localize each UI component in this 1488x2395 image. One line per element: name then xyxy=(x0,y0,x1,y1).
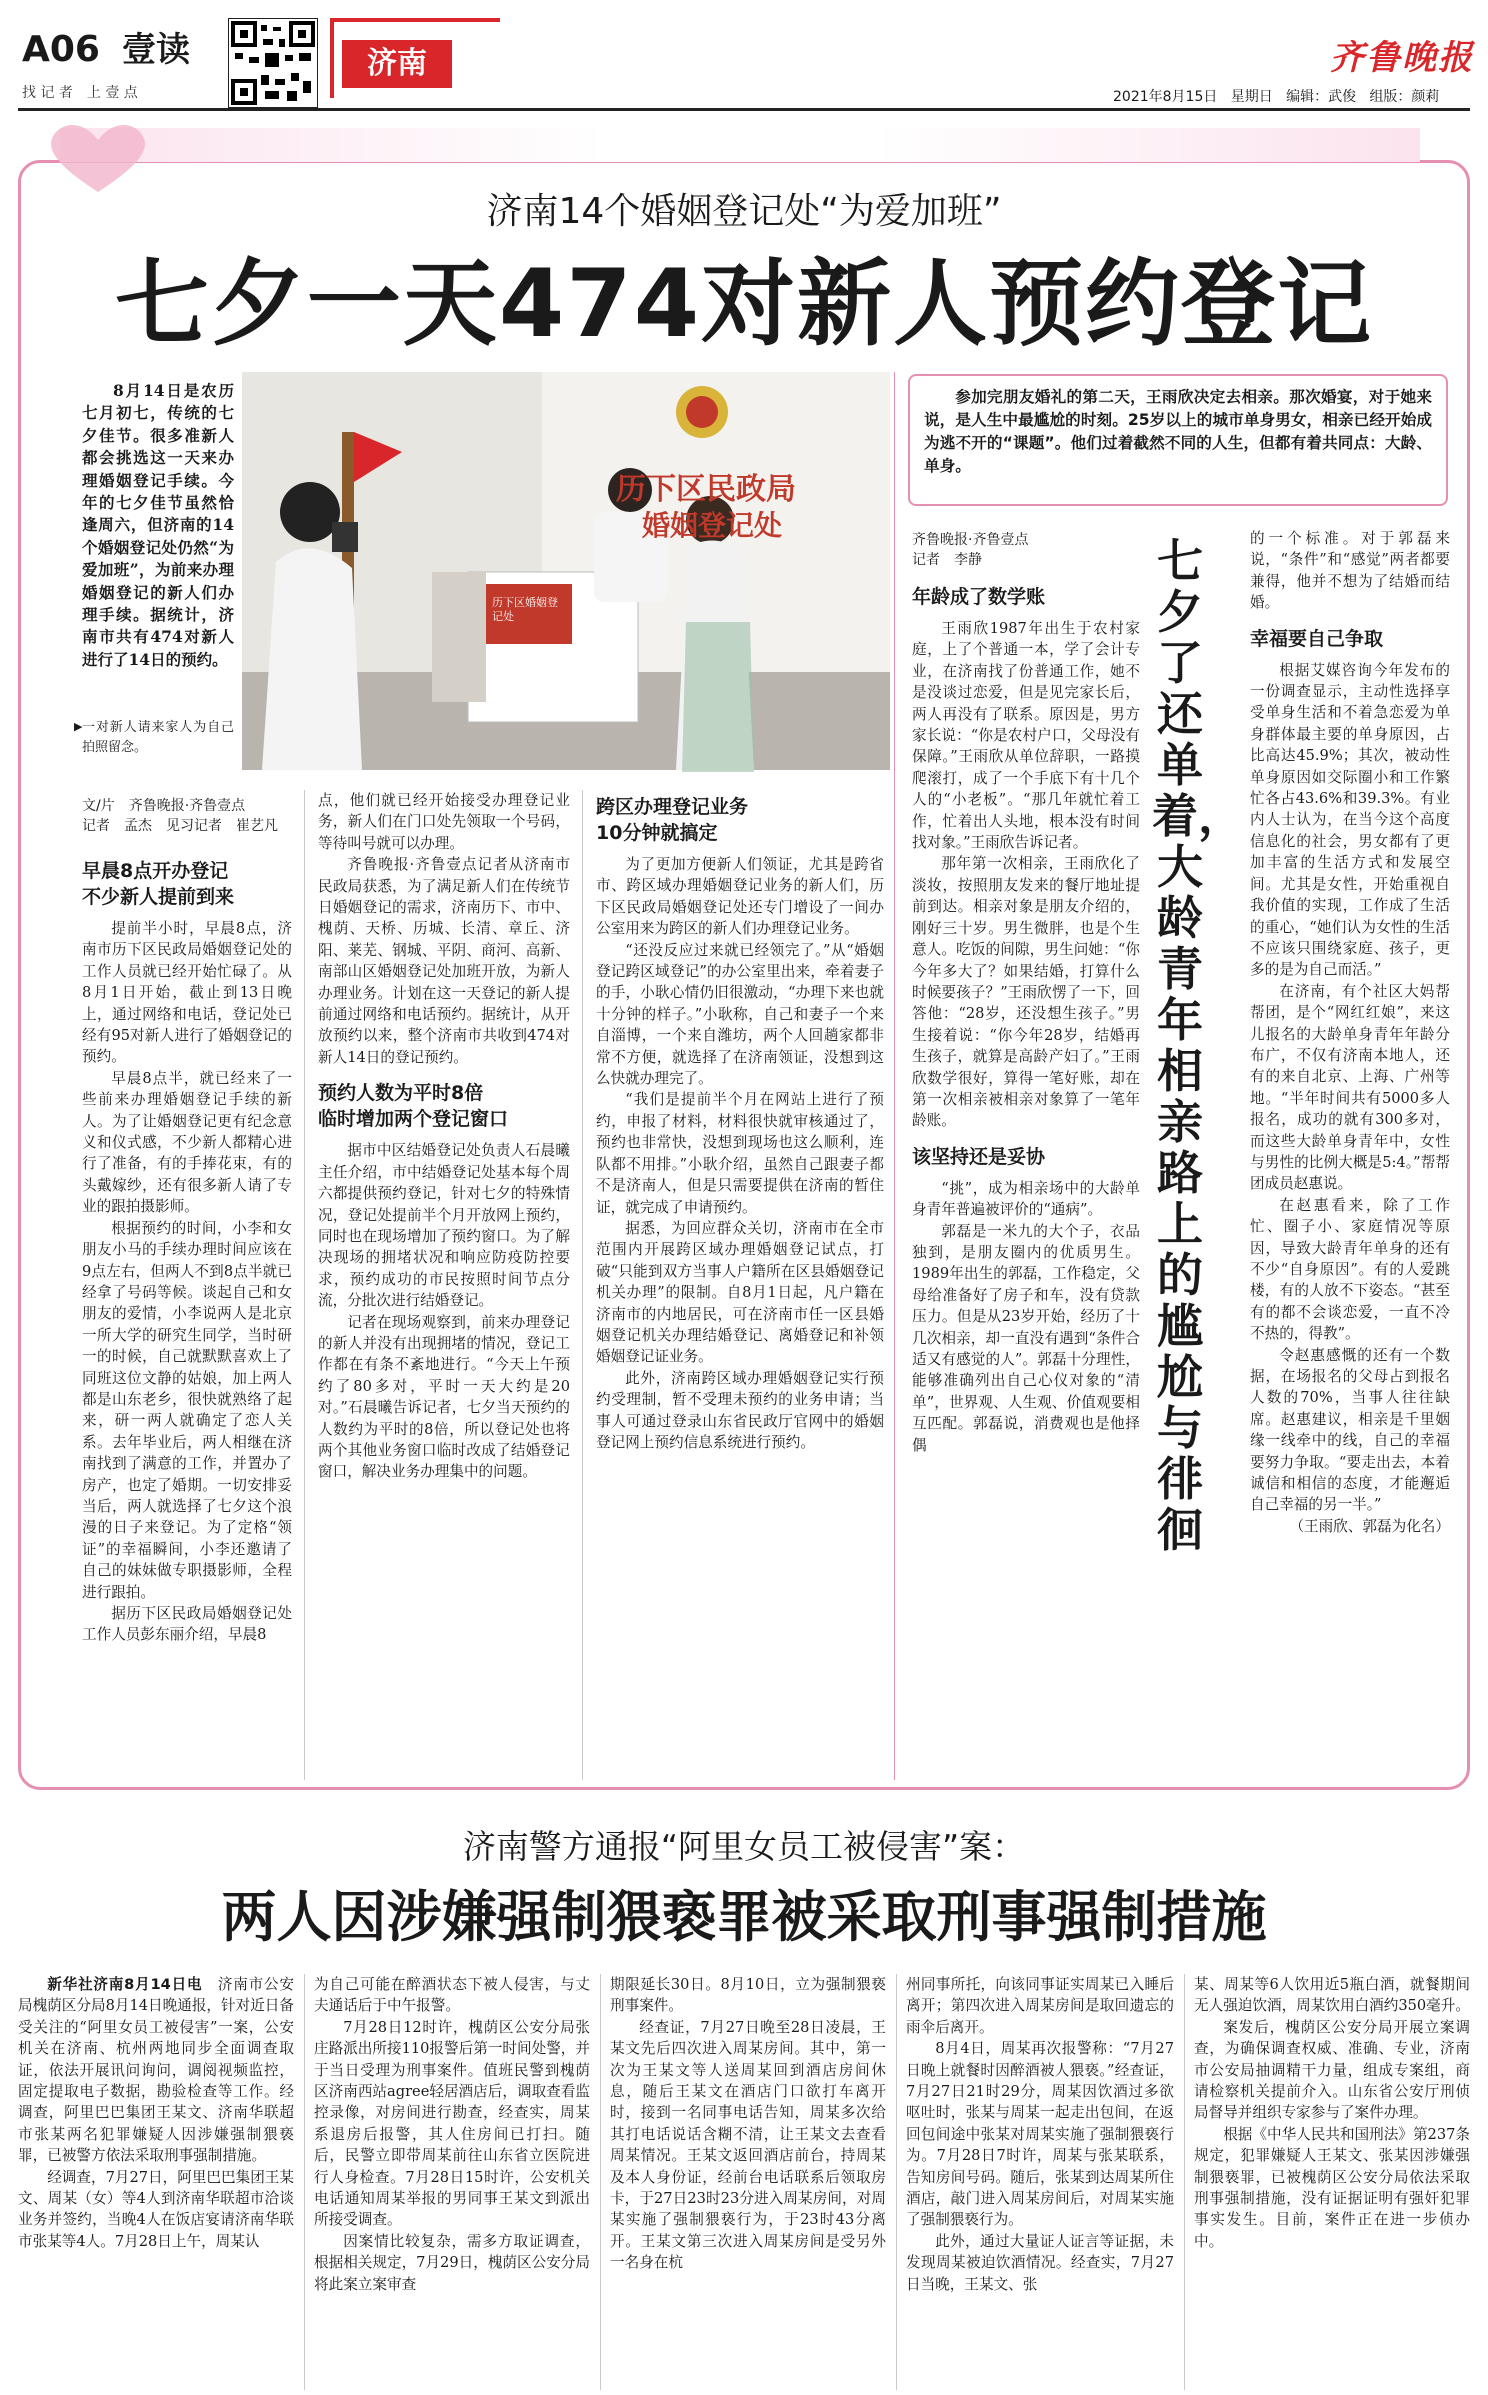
header-rule xyxy=(18,108,1470,111)
paragraph: 7月28日12时许，槐荫区公安分局张庄路派出所接110报警后第一时间处警，并于当日受理为刑事案件。值班民警到槐荫区济南西站agree轻居酒店后，调取查看监控录像，对房间进行勘查，经查实，周某系退房后报警，其人住房间已打扫。随后，民警立即带周某前往山东省立医院进行人身检查。7月28日15时许，公安机关电话通知周某举报的男同事王某文到派出所接受调查。 xyxy=(314,2018,590,2229)
paragraph: 根据《中华人民共和国刑法》第237条规定，犯罪嫌疑人王某文、张某因涉嫌强制猥亵罪，已被槐荫区公安分局依法采取刑事强制措施，没有证据证明有强奸犯罪事实发生。目前，案件正在进一步侦办中。 xyxy=(1194,2125,1470,2250)
paragraph: 据历下区民政局婚姻登记处工作人员彭东丽介绍，早晨8 xyxy=(82,1605,292,1644)
story1-byline: 文/片 齐鲁晚报·齐鲁壹点 记者 孟杰 见习记者 崔艺凡 xyxy=(82,798,278,834)
paragraph: 王雨欣1987年出生于农村家庭，上了个普通一本，学了会计专业，在济南找了份普通工作，她不是没谈过恋爱，但是见完家长后，两人再没有了联系。原因是，男方家长说：“你是农村户口，父母没有保障。”王雨欣从单位辞职，一路摸爬滚打，成了一个手底下有十几个人的“小老板”。“那几年就忙着工作，忙着出人头地，根本没有时间找对象。”王雨欣告诉记者。 xyxy=(912,620,1140,852)
dateline: 新华社济南8月14日电 xyxy=(47,1976,203,1993)
brand-logo: 齐鲁晚报 xyxy=(1330,38,1474,78)
story3-kicker: 济南警方通报“阿里女员工被侵害”案： xyxy=(462,1827,1026,1866)
paragraph: 经调查，7月27日，阿里巴巴集团王某文、周某（女）等4人到济南华联超市洽谈业务并签约，当晚4人在饭店宴请济南华联市张某等4人。7月28日上午，周某认 xyxy=(18,2168,294,2250)
paragraph: 此外，通过大量证人证言等证据，未发现周某被迫饮酒情况。经查实，7月27日当晚，王某文、张 xyxy=(906,2232,1174,2293)
paragraph: 此外，济南跨区域办理婚姻登记实行预约受理制，暂不受理未预约的业务申请；当事人可通过登录山东省民政厅官网中的婚姻登记网上预约信息系统进行预约。 xyxy=(596,1369,884,1451)
paragraph: 那年第一次相亲，王雨欣化了淡妆，按照朋友发来的餐厅地址提前到达。相亲对象是朋友介绍的，刚好三十岁。男生微胖，也是个生意人。吃饭的间隙，男生问她：“你今年多大了？如果结婚，打算什么时候要孩子？”王雨欣愣了一下，回答他：“28岁，还没想生孩子。”男生接着说：“你今年28岁，结婚再生孩子，就算是高龄产妇了。”王雨欣数学很好，算得一笔好账，却在第一次相亲被相亲对象算了一笔年龄账。 xyxy=(912,855,1140,1130)
paragraph: 为了更加方便新人们领证，尤其是跨省市、跨区域办理婚姻登记业务的新人们，历下区民政局婚姻登记处还专门增设了一间办公室用来为跨区的新人们办理登记业务。 xyxy=(596,856,884,938)
story3-col5 xyxy=(1194,1974,1470,2390)
paragraph: 在济南，有个社区大妈帮帮团，是个“网红红娘”，来这儿报名的大龄单身青年年龄分布广，不仅有济南本地人，还有的来自北京、上海、广州等地。“半年时间共有5000多人报名，成功的就有300多对，而这些大龄单身青年中，女性与男性的比例大概是5:4。”帮帮团成员赵惠说。 xyxy=(1250,982,1450,1193)
page-number: A06 xyxy=(22,29,100,70)
column-divider xyxy=(896,1974,897,2390)
photo-sign-2: 婚姻登记处 xyxy=(642,509,783,542)
paragraph: 为自己可能在醉酒状态下被人侵害，与丈夫通话后于中午报警。 xyxy=(314,1976,590,2015)
story1-col2 xyxy=(318,790,570,1780)
section-heading: 跨区办理登记业务 10分钟就搞定 xyxy=(596,796,749,844)
paragraph: 根据预约的时间，小李和女朋友小马的手续办理时间应该在9点左右，但两人不到8点半就已经拿了号码等候。谈起自己和女朋友的爱情，小李说两人是北京一所大学的研究生同学，当时研一的时候，自己就默默喜欢上了同班这位文静的姑娘，加上两人都是山东老乡，很快就熟络了起来，研一两人就确定了恋人关系。去年毕业后，两人相继在济南找到了满意的工作，并置办了房产，也定了婚期。一切安排妥当后，两人就选择了七夕这个浪漫的日子来登记。为了定格“领证”的幸福瞬间，小李还邀请了自己的妹妹做专职摄影师，全程进行跟拍。 xyxy=(82,1219,292,1601)
paragraph: 案发后，槐荫区公安分局开展立案调查，为确保调查权威、准确、专业，济南市公安局抽调精干力量，组成专案组，商请检察机关提前介入。山东省公安厅刑侦局督导并组织专家参与了案件办理。 xyxy=(1194,2018,1470,2122)
editor-credit: 编辑：武俊 xyxy=(1286,89,1357,105)
issue-date: 2021年8月15日 xyxy=(1113,89,1218,105)
section-heading: 幸福要自己争取 xyxy=(1250,627,1384,650)
section-heading: 预约人数为平时8倍 临时增加两个登记窗口 xyxy=(318,1082,509,1131)
story2-byline: 齐鲁晚报·齐鲁壹点 记者 李静 xyxy=(912,532,1029,568)
issue-weekday: 星期日 xyxy=(1230,89,1273,105)
lead-text: 济南市公安局槐荫区分局8月14日晚通报，针对近日备受关注的“阿里女员工被侵害”一案，公安机关在济南、杭州两地同步全面调查取证，依法开展讯问询问，调阅视频监控，固定提取电子数据，勘验检查等工作。经调查，阿里巴巴集团王某文、济南华联超市张某两名犯罪嫌疑人因涉嫌强制猥亵罪，已被警方依法采取刑事强制措施。 xyxy=(18,1976,294,2165)
column-divider xyxy=(600,1974,601,2390)
header-meta xyxy=(1113,86,1439,106)
story1-col1 xyxy=(82,858,292,1778)
paragraph: 的一个标准。对于郭磊来说，“条件”和“感觉”两者都要兼得，他并不想为了结婚而结婚。 xyxy=(1250,530,1450,612)
column-divider xyxy=(582,790,583,1780)
story1-title: 七夕一天474对新人预约登记 xyxy=(114,250,1374,359)
column-divider xyxy=(304,1974,305,2390)
qr-code-icon xyxy=(228,18,318,108)
paragraph: 8月4日，周某再次报警称：“7月27日晚上就餐时因醉酒被人猥亵。”经查证，7月27日21时29分，周某因饮酒过多欲呕吐时，张某与周某一起走出包间，在返回包间途中张某对周某实施了强制猥亵行为。7月28日7时许，周某与张某联系，告知房间号码。随后，张某到达周某所住酒店，敲门进入周某房间后，对周某实施了强制猥亵行为。 xyxy=(906,2040,1174,2229)
story1-lead: 8月14日是农历七月初七，传统的七夕佳节。很多准新人都会挑选这一天来办理婚姻登记手续。今年的七夕佳节虽然恰逢周六，但济南的14个婚姻登记处仍然“为爱加班”，为前来办理婚姻登记的新人们办理手续。据统计，济南市共有474对新人进行了14日的预约。 xyxy=(82,381,234,669)
couple-photo xyxy=(242,372,890,770)
section-heading: 该坚持还是妥协 xyxy=(912,1145,1046,1168)
column-divider xyxy=(304,790,305,1780)
story3-col2 xyxy=(314,1974,590,2390)
paragraph: 根据艾媒咨询今年发布的一份调查显示，主动性选择享受单身生活和不着急恋爱为单身群体最主要的单身原因，占比高达45.9%；其次，被动性单身原因如交际圈小和工作繁忙各占43.6%和39.3%。有业内人士认为，在当今这个高度信息化的社会，男女都有了更加丰富的生活方式和发展空间。尤其是女性，开始重视自我价值的实现，工作成了生活的重心，“她们认为女性的生活不应该只围绕家庭、孩子，更多的是为自己而活。” xyxy=(1250,661,1450,979)
story3-col4 xyxy=(906,1974,1174,2390)
story2-col2 xyxy=(1250,528,1450,1778)
frame-top-band xyxy=(60,128,1420,162)
story2-lead-box xyxy=(908,374,1448,506)
paragraph: 据悉，为回应群众关切，济南市在全市范围内开展跨区域办理婚姻登记试点，打破“只能到双方当事人户籍所在区县婚姻登记机关办理”的限制。自8月1日起，凡户籍在济南市的内地居民，可在济南市任一区县婚姻登记机关办理结婚登记、离婚登记和补领婚姻登记证业务。 xyxy=(596,1219,884,1366)
paragraph: 令赵惠感慨的还有一个数据，在场报名的父母占到报名人数的70%，当事人往往缺席。赵惠建议，相亲是千里姻缘一线牵中的线，自己的幸福要努力争取。“要走出去，本着诚信和相信的态度，才能邂逅自己幸福的另一半。” xyxy=(1250,1346,1450,1514)
photo-caption: 一对新人请来家人为自己拍照留念。 xyxy=(82,720,234,755)
section-tag-box xyxy=(330,18,500,98)
photo-sign: 历下区民政局 xyxy=(616,472,796,507)
paragraph xyxy=(18,1974,294,2167)
section-tag: 济南 xyxy=(342,40,452,88)
caption-arrow-icon: ▶ xyxy=(74,720,83,733)
paragraph: 提前半小时，早晨8点，济南市历下区民政局婚姻登记处的工作人员就已经开始忙碌了。从8月1日开始，截止到13日晚上，通过网络和电话，登记处已经有95对新人进行了婚姻登记的预约。 xyxy=(82,920,292,1066)
section-heading: 年龄成了数学账 xyxy=(912,586,1046,608)
paragraph: “挑”，成为相亲场中的大龄单身青年普遍被评价的“通病”。 xyxy=(912,1179,1140,1219)
paragraph: “还没反应过来就已经领完了。”从“婚姻登记跨区域登记”的办公室里出来，牵着妻子的手，小耿心情仍旧很激动，“办理下来也就十分钟的样子。”小耿称，自己和妻子一个来自淄博，一个来自潍坊，两个人回趟家都非常不方便，就选择了在济南领证，没想到这么快就办理完了。 xyxy=(596,941,884,1088)
story3-col1 xyxy=(18,1974,294,2390)
story3-col3 xyxy=(610,1974,886,2390)
section-name: 壹读 xyxy=(122,30,190,70)
paragraph: 记者在现场观察到，前来办理登记的新人并没有出现拥堵的情况，登记工作都在有条不紊地进行。“今天上午预约了80多对，平时一天大约是20对。”石晨曦告诉记者，七夕当天预约的人数约为平时的8倍，所以登记处也将两个其他业务窗口临时改成了结婚登记窗口，解决业务办理集中的问题。 xyxy=(318,1313,570,1481)
paragraph: 经查证，7月27日晚至28日凌晨，王某文先后四次进入周某房间。其中，第一次为王某文等人送周某回到酒店房间休息，随后王某文在酒店门口欲打车离开时，接到一名同事电话告知，周某多次给其打电话说话含糊不清，让王某文去查看周某情况。王某文返回酒店前台，持周某及本人身份证，经前台电话联系后领取房卡，于27日23时23分进入周某房间，对周某实施了强制猥亵行为，于23时43分离开。王某文第三次进入周某房间是受另外一名身在杭 xyxy=(610,2018,886,2272)
paragraph: 州同事所托，向该同事证实周某已入睡后离开；第四次进入周某房间是取回遗忘的雨伞后离开。 xyxy=(906,1976,1174,2036)
paragraph: 期限延长30日。8月10日，立为强制猥亵刑事案件。 xyxy=(610,1976,886,2015)
story2-lead: 参加完朋友婚礼的第二天，王雨欣决定去相亲。那次婚宴，对于她来说，是人生中最尴尬的时刻。25岁以上的城市单身男女，相亲已经开始成为逃不开的“课题”。他们过着截然不同的人生，但都有着共同点：大龄、单身。 xyxy=(924,388,1432,475)
paragraph: 郭磊是一米九的大个子，衣品独到，是朋友圈内的优质男生。1989年出生的郭磊，工作稳定，父母给准备好了房子和车，没有贷款压力。但是从23岁开始，经历了十几次相亲，却一直没有遇到“条件合适又有感觉的人”。郭磊十分理性，能够准确列出自己心仪对象的“清单”，世界观、人生观、价值观要相互匹配。郭磊说，消费观也是他择偶 xyxy=(912,1222,1140,1454)
paragraph: 据市中区结婚登记处负责人石晨曦主任介绍，市中结婚登记处基本每个周六都提供预约登记，针对七夕的特殊情况，登记处提前半个月开放网上预约，同时也在现场增加了预约窗口。为了解决现场的拥堵状况和响应防疫防控要求，预约成功的市民按照时间节点分流，分批次进行结婚登记。 xyxy=(318,1142,570,1310)
story1-kicker: 济南14个婚姻登记处“为爱加班” xyxy=(486,191,1002,232)
paragraph: 因案情比较复杂，需多方取证调查，根据相关规定，7月29日，槐荫区公安分局将此案立案审查 xyxy=(314,2232,590,2293)
designer-credit: 组版：颜莉 xyxy=(1369,89,1440,105)
author-note: （王雨欣、郭磊为化名） xyxy=(1289,1517,1450,1535)
story2-col1 xyxy=(912,584,1140,1776)
header-slogan: 找 记 者 上 壹 点 xyxy=(22,85,138,101)
photo-desk-label: 历下区婚姻登记处 xyxy=(492,596,558,623)
paragraph: 点，他们就已经开始接受办理登记业务，新人们在门口处先领取一个号码，等待叫号就可以办理。 xyxy=(318,792,570,852)
paragraph: 某、周某等6人饮用近5瓶白酒，就餐期间无人强迫饮酒，周某饮用白酒约350毫升。 xyxy=(1194,1976,1470,2015)
section-heading: 早晨8点开办登记 不少新人提前到来 xyxy=(82,860,235,908)
story1-col3 xyxy=(596,790,884,1780)
paragraph: 在赵惠看来，除了工作忙、圈子小、家庭情况等原因，导致大龄青年单身的还有不少“自身原因”。有的人爱跳楼，有的人放不下姿态。“甚至有的都不会谈恋爱，一直不冷不热的，得教”。 xyxy=(1250,1196,1450,1343)
paragraph: “我们是提前半个月在网站上进行了预约，申报了材料，材料很快就审核通过了，预约也非常快，没想到现场也这么顺利，连队都不用排。”小耿介绍，虽然自己跟妻子都不是济南人，但是只需要提供在济南的暂住证，就完成了申请预约。 xyxy=(596,1091,884,1216)
column-divider xyxy=(1184,1974,1185,2390)
story2-vertical-title: 七夕了还单着，大龄青年相亲路上的尴尬与徘徊 xyxy=(1152,534,1244,1557)
column-divider xyxy=(894,372,895,1780)
story3-title: 两人因涉嫌强制猥亵罪被采取刑事强制措施 xyxy=(221,1885,1267,1949)
paragraph: 早晨8点半，就已经来了一些前来办理婚姻登记手续的新人。为了让婚姻登记更有纪念意义和仪式感，不少新人都精心进行了准备，有的手捧花束，有的头戴嫁纱，还有很多新人请了专业的跟拍摄影师。 xyxy=(82,1069,292,1216)
paragraph: 齐鲁晚报·齐鲁壹点记者从济南市民政局获悉，为了满足新人们在传统节日婚姻登记的需求，济南历下、市中、槐荫、天桥、历城、长清、章丘、济阳、莱芜、钢城、平阴、商河、高新、南部山区婚姻登记处加班开放，为新人办理业务。计划在这一天登记的新人提前通过网络和电话预约。据统计，从开放预约以来，整个济南市共收到474对新人14日的登记预约。 xyxy=(318,856,570,1066)
